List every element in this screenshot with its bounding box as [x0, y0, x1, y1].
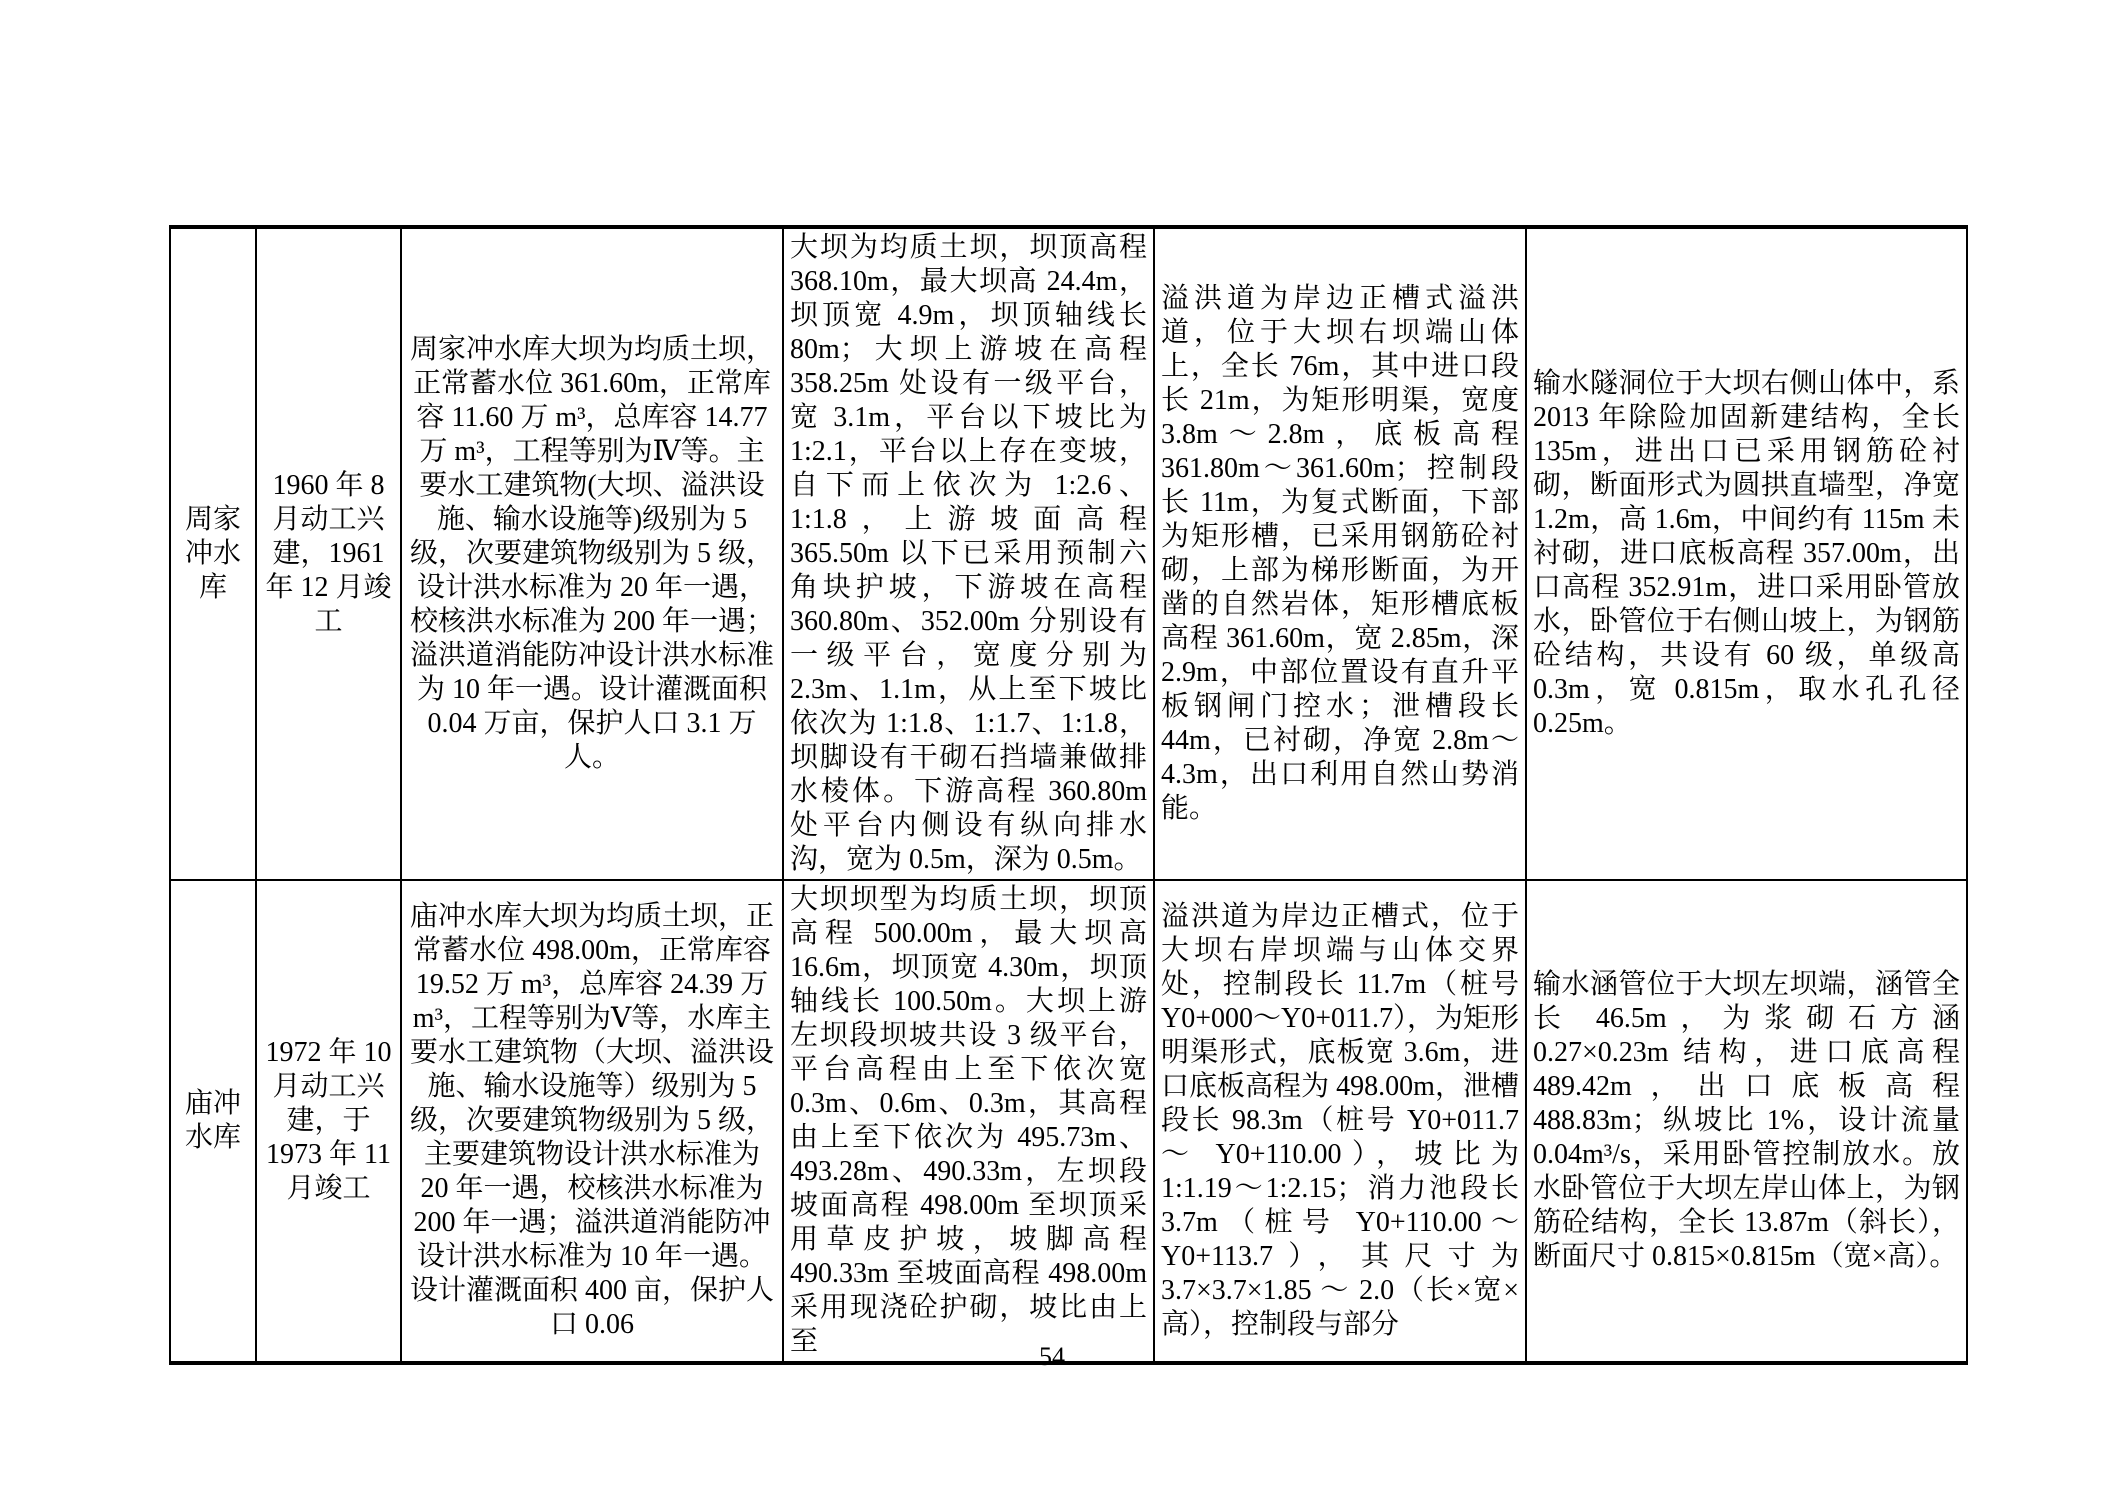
cell-reservoir-name: 庙冲水库 — [170, 880, 256, 1363]
page-number: 54 — [1039, 1342, 1065, 1371]
cell-spillway: 溢洪道为岸边正槽式溢洪道，位于大坝右坝端山体上，全长 76m，其中进口段长 21m，为矩形明渠，宽度 3.8m～2.8m，底板高程 361.80m～361.60m；控制段长 11m，为复式断面，下部为矩形槽，已采用钢筋砼衬砌，上部为梯形断面，为开凿的自然岩体，矩形槽底板高程 361.60m，宽 2.85m，深 2.9m，中部位置设有直升平板钢闸门控水；泄槽段长 44m，已衬砌，净宽 2.8m～4.3m，出口利用自然山势消能。 — [1154, 227, 1526, 880]
cell-overview: 周家冲水库大坝为均质土坝，正常蓄水位 361.60m，正常库容 11.60 万 m³，总库容 14.77 万 m³，工程等别为Ⅳ等。主要水工建筑物(大坝、溢洪设施、输水设施等)级别为 5 级，次要建筑物级别为 5 级，设计洪水标准为 20 年一遇，校核洪水标准为 200 年一遇；溢洪道消能防冲设计洪水标准为 10 年一遇。设计灌溉面积 0.04 万亩，保护人口 3.1 万人。 — [401, 227, 783, 880]
table-row — [170, 227, 1967, 880]
cell-overview: 庙冲水库大坝为均质土坝，正常蓄水位 498.00m，正常库容 19.52 万 m³，总库容 24.39 万 m³，工程等别为Ⅴ等，水库主要水工建筑物（大坝、溢洪设施、输水设施等）级别为 5 级，次要建筑物级别为 5 级，主要建筑物设计洪水标准为 20 年一遇，校核洪水标准为 200 年一遇；溢洪道消能防冲设计洪水标准为 10 年一遇。设计灌溉面积 400 亩，保护人口 0.06 — [401, 880, 783, 1363]
cell-dam: 大坝为均质土坝，坝顶高程 368.10m，最大坝高 24.4m，坝顶宽 4.9m，坝顶轴线长 80m；大坝上游坡在高程 358.25m 处设有一级平台，宽 3.1m，平台以下坡比为 1:2.1，平台以上存在变坡，自下而上依次为 1:2.6、1:1.8，上游坡面高程 365.50m 以下已采用预制六角块护坡，下游坡在高程 360.80m、352.00m 分别设有一级平台，宽度分别为 2.3m、1.1m，从上至下坡比依次为 1:1.8、1:1.7、1:1.8，坝脚设有干砌石挡墙兼做排水棱体。下游高程 360.80m 处平台内侧设有纵向排水沟，宽为 0.5m，深为 0.5m。 — [783, 227, 1154, 880]
cell-build-date: 1960 年 8 月动工兴建，1961 年 12 月竣工 — [256, 227, 401, 880]
reservoir-table — [169, 225, 1968, 1365]
cell-conveyance: 输水涵管位于大坝左坝端，涵管全长 46.5m，为浆砌石方涵 0.27×0.23m 结构，进口底高程 489.42m，出口底板高程 488.83m；纵坡比 1%，设计流量 0.04m³/s，采用卧管控制放水。放水卧管位于大坝左岸山体上，为钢筋砼结构，全长 13.87m（斜长），断面尺寸 0.815×0.815m（宽×高）。 — [1526, 880, 1967, 1363]
cell-spillway: 溢洪道为岸边正槽式，位于大坝右岸坝端与山体交界处，控制段长 11.7m（桩号 Y0+000～Y0+011.7），为矩形明渠形式，底板宽 3.6m，进口底板高程为 498.00m，泄槽段长 98.3m（桩号 Y0+011.7 ～ Y0+110.00），坡比为 1:1.19～1:2.15；消力池段长 3.7m（桩号 Y0+110.00～Y0+113.7），其尺寸为 3.7×3.7×1.85 ～ 2.0（长×宽×高），控制段与部分 — [1154, 880, 1526, 1363]
cell-dam: 大坝坝型为均质土坝，坝顶高程 500.00m，最大坝高 16.6m，坝顶宽 4.30m，坝顶轴线长 100.50m。大坝上游左坝段坝坡共设 3 级平台，平台高程由上至下依次宽 0.3m、0.6m、0.3m，其高程由上至下依次为 495.73m、493.28m、490.33m，左坝段坡面高程 498.00m 至坝顶采用草皮护坡，坡脚高程 490.33m 至坡面高程 498.00m 采用现浇砼护砌，坡比由上至 — [783, 880, 1154, 1363]
cell-conveyance: 输水隧洞位于大坝右侧山体中，系 2013 年除险加固新建结构，全长 135m，进出口已采用钢筋砼衬砌，断面形式为圆拱直墙型，净宽 1.2m，高 1.6m，中间约有 115m 未衬砌，进口底板高程 357.00m，出口高程 352.91m，进口采用卧管放水，卧管位于右侧山坡上，为钢筋砼结构，共设有 60 级，单级高 0.3m，宽 0.815m，取水孔孔径 0.25m。 — [1526, 227, 1967, 880]
cell-reservoir-name: 周家冲水库 — [170, 227, 256, 880]
cell-build-date: 1972 年 10 月动工兴建，于 1973 年 11 月竣工 — [256, 880, 401, 1363]
table-row — [170, 880, 1967, 1363]
